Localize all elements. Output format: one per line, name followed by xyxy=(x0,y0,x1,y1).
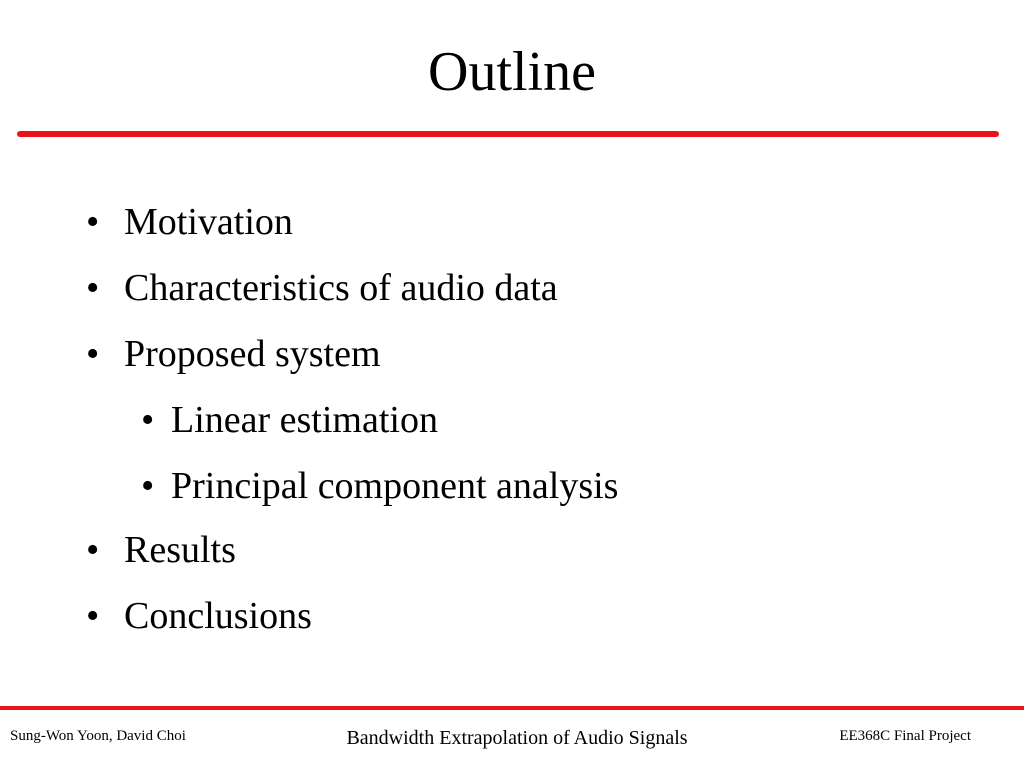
footer-course: EE368C Final Project xyxy=(839,728,971,744)
footer-divider xyxy=(0,706,1024,710)
list-item-text: Proposed system xyxy=(124,333,381,375)
list-item-text: Motivation xyxy=(124,201,293,243)
bullet-icon: • xyxy=(141,399,155,441)
list-item-text: Characteristics of audio data xyxy=(124,267,558,309)
list-item-text: Linear estimation xyxy=(171,399,438,441)
bullet-icon: • xyxy=(141,465,155,507)
footer-authors: Sung-Won Yoon, David Choi xyxy=(10,728,186,744)
list-item-text: Principal component analysis xyxy=(171,465,619,507)
footer-topic: Bandwidth Extrapolation of Audio Signals xyxy=(346,727,688,749)
slide-title: Outline xyxy=(428,41,596,103)
list-item-text: Conclusions xyxy=(124,595,312,637)
bullet-icon: • xyxy=(86,595,100,637)
bullet-icon: • xyxy=(86,333,100,375)
bullet-icon: • xyxy=(86,267,100,309)
list-item-text: Results xyxy=(124,529,236,571)
bullet-icon: • xyxy=(86,201,100,243)
bullet-icon: • xyxy=(86,529,100,571)
title-underline xyxy=(17,131,999,137)
